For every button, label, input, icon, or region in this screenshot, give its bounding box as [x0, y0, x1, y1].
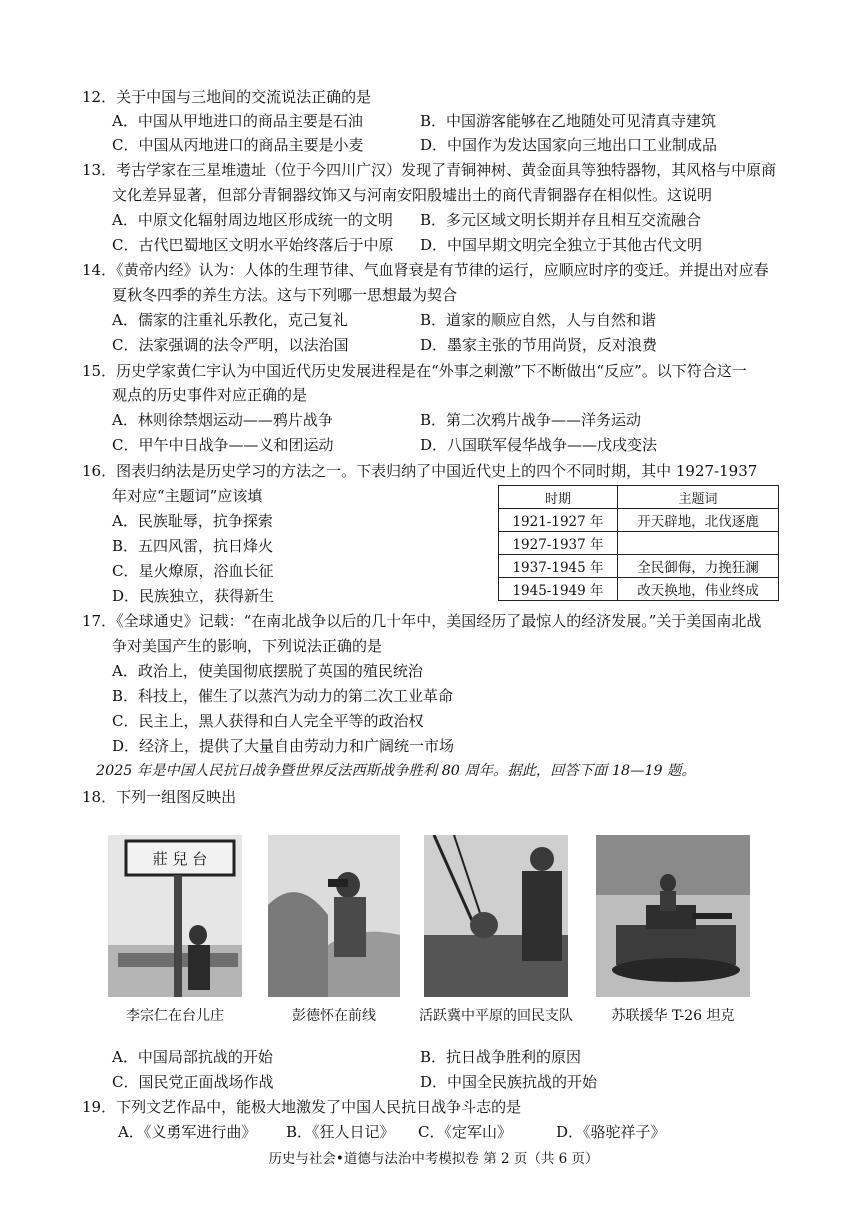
q13-option-d: D．中国早期文明完全独立于其他古代文明 — [420, 236, 703, 254]
q14-option-c: C．法家强调的法令严明，以法治国 — [112, 336, 349, 354]
photo-li-zongren — [108, 835, 242, 997]
q15-stem-line1: 15．历史学家黄仁宇认为中国近代历史发展进程是在“外事之刺激”下不断做出“反应”。以下符合这一 — [82, 362, 747, 380]
q15-stem-line2: 观点的历史事件对应正确的是 — [112, 386, 308, 404]
q18-option-d: D．中国全民族抗战的开始 — [420, 1073, 598, 1091]
q19-option-a: A．《义勇军进行曲》 — [118, 1123, 257, 1141]
photo-caption-2: 彭德怀在前线 — [292, 1008, 376, 1024]
table-row — [499, 532, 779, 555]
q17-stem-line1: 17．《全球通史》记载：“在南北战争以后的几十年中，美国经历了最惊人的经济发展。”关于美国南北战 — [82, 612, 762, 630]
q16-option-b: B．五四风雷，抗日烽火 — [112, 537, 274, 555]
table-row — [499, 555, 779, 578]
table-cell-period: 1921-1927 年 — [499, 509, 618, 532]
q17-option-a: A．政治上，使美国彻底摆脱了英国的殖民统治 — [112, 662, 423, 680]
q15-option-b: B．第二次鸦片战争——洋务运动 — [420, 411, 642, 429]
photo-t26-tank — [596, 835, 750, 997]
table-cell-period: 1937-1945 年 — [499, 555, 618, 578]
table-cell-period: 1927-1937 年 — [499, 532, 618, 555]
table-row — [499, 578, 779, 601]
photo-caption-3: 活跃冀中平原的回民支队 — [419, 1008, 573, 1024]
q15-option-a: A．林则徐禁烟运动——鸦片战争 — [112, 411, 333, 429]
photo-peng-dehuai-image — [268, 835, 400, 997]
q17-stem-line2: 争对美国产生的影响，下列说法正确的是 — [112, 637, 383, 655]
table-cell-theme-blank — [618, 532, 779, 555]
photo-caption-4: 苏联援华 T-26 坦克 — [611, 1008, 735, 1024]
q13-option-a: A．中原文化辐射周边地区形成统一的文明 — [112, 211, 393, 229]
photo-hui-min-detachment-image — [424, 835, 568, 997]
q18-stem: 18．下列一组图反映出 — [82, 788, 237, 806]
q14-stem-line1: 14．《黄帝内经》认为：人体的生理节律、气血肾衰是有节律的运行，应顺应时序的变迁。并提出对应春 — [82, 261, 769, 279]
photo-li-zongren-image — [108, 835, 242, 997]
q16-option-d: D．民族独立，获得新生 — [112, 587, 275, 605]
photo-peng-dehuai — [268, 835, 400, 997]
q17-option-c: C．民主上，黑人获得和白人完全平等的政治权 — [112, 712, 424, 730]
q15-option-d: D．八国联军侵华战争——戊戌变法 — [420, 436, 658, 454]
photo-sign-text: 莊 兒 台 — [152, 850, 208, 868]
q16-option-a: A．民族耻辱，抗争探索 — [112, 512, 273, 530]
q12-option-c: C．中国从丙地进口的商品主要是小麦 — [112, 136, 364, 154]
table-cell-period: 1945-1949 年 — [499, 578, 618, 601]
q12-option-b: B．中国游客能够在乙地随处可见清真寺建筑 — [420, 112, 717, 130]
q18-option-c: C．国民党正面战场作战 — [112, 1073, 274, 1091]
q12-option-a: A．中国从甲地进口的商品主要是石油 — [112, 112, 363, 130]
table-header-row — [499, 486, 779, 509]
q15-option-c: C．甲午中日战争——义和团运动 — [112, 436, 334, 454]
q14-option-a: A．儒家的注重礼乐教化，克己复礼 — [112, 311, 348, 329]
table-cell-theme: 改天换地，伟业终成 — [618, 578, 779, 601]
table-cell-theme: 全民御侮，力挽狂澜 — [618, 555, 779, 578]
q19-option-c: C．《定军山》 — [418, 1123, 512, 1141]
q18-option-a: A．中国局部抗战的开始 — [112, 1048, 273, 1066]
page-footer: 历史与社会•道德与法治中考模拟卷 第 2 页（共 6 页） — [268, 1151, 599, 1167]
q14-option-b: B．道家的顺应自然，人与自然和谐 — [420, 311, 657, 329]
q16-option-c: C．星火燎原，浴血长征 — [112, 562, 274, 580]
q14-stem-line2: 夏秋冬四季的养生方法。这与下列哪一思想最为契合 — [112, 286, 458, 304]
q16-stem-line1: 16．图表归纳法是历史学习的方法之一。下表归纳了中国近代史上的四个不同时期，其中 1927-1937 — [82, 462, 758, 480]
table-cell-theme: 开天辟地，北伐逐鹿 — [618, 509, 779, 532]
q13-stem-line1: 13．考古学家在三星堆遗址（位于今四川广汉）发现了青铜神树、黄金面具等独特器物，其风格与中原商 — [82, 161, 777, 179]
q19-option-b: B．《狂人日记》 — [286, 1123, 395, 1141]
q13-stem-line2: 文化差异显著，但部分青铜器纹饰又与河南安阳殷墟出土的商代青铜器存在相似性。这说明 — [112, 186, 713, 204]
q13-option-b: B．多元区域文明长期并存且相互交流融合 — [420, 211, 702, 229]
q19-stem: 19．下列文艺作品中，能极大地激发了中国人民抗日战争斗志的是 — [82, 1098, 522, 1116]
table-header-period: 时期 — [499, 486, 618, 509]
q14-option-d: D．墨家主张的节用尚贤，反对浪费 — [420, 336, 658, 354]
q16-stem-line2: 年对应“主题词”应该填 — [112, 487, 263, 505]
table-header-theme: 主题词 — [618, 486, 779, 509]
q12-option-d: D．中国作为发达国家向三地出口工业制成品 — [420, 136, 718, 154]
q17-option-d: D．经济上，提供了大量自由劳动力和广阔统一市场 — [112, 737, 455, 755]
photo-caption-1: 李宗仁在台儿庄 — [126, 1008, 224, 1024]
period-theme-table — [498, 485, 779, 601]
section-intro: 2025 年是中国人民抗日战争暨世界反法西斯战争胜利 80 周年。据此，回答下面 18—19 题。 — [96, 763, 696, 779]
photo-t26-tank-image — [596, 835, 750, 997]
photo-hui-min-detachment — [424, 835, 568, 997]
q12-stem: 12．关于中国与三地间的交流说法正确的是 — [82, 88, 372, 106]
q19-option-d: D．《骆驼祥子》 — [556, 1123, 666, 1141]
q18-option-b: B．抗日战争胜利的原因 — [420, 1048, 582, 1066]
q13-option-c: C．古代巴蜀地区文明水平始终落后于中原 — [112, 236, 394, 254]
table-row — [499, 509, 779, 532]
q17-option-b: B．科技上，催生了以蒸汽为动力的第二次工业革命 — [112, 687, 454, 705]
